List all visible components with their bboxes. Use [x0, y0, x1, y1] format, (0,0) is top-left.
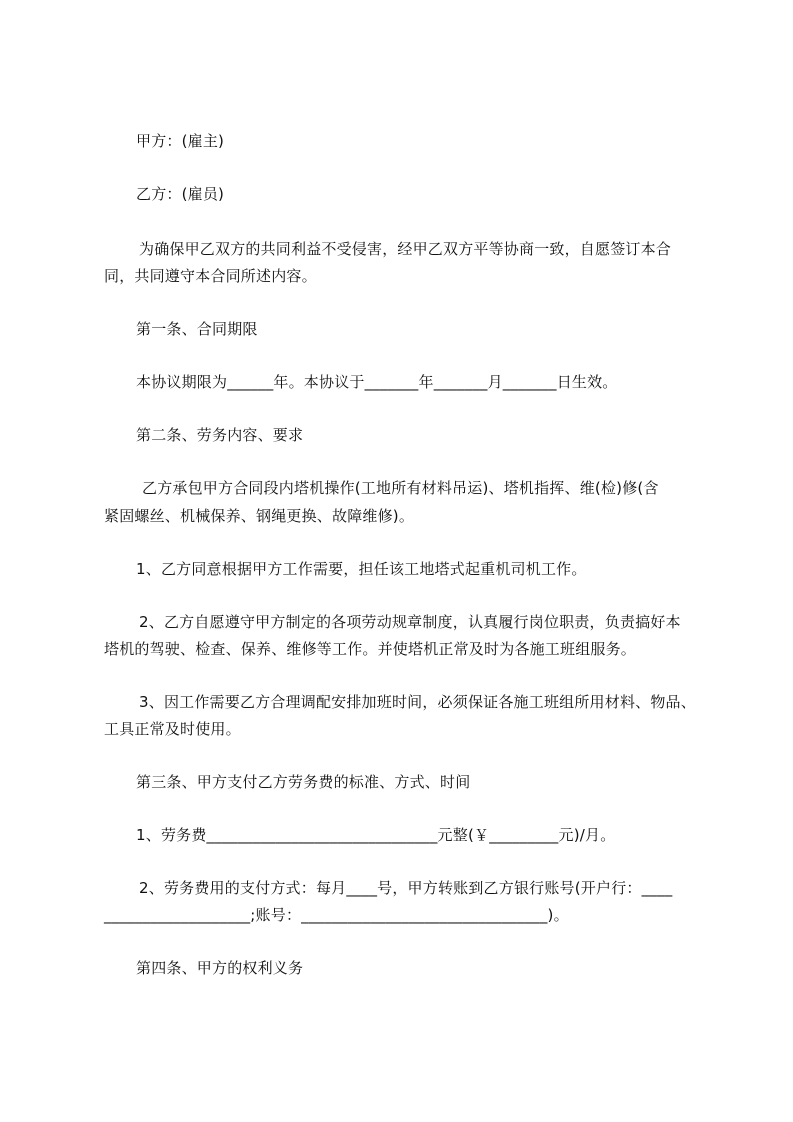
party-b-line: 乙方：(雇员) — [136, 185, 225, 203]
article3-title: 第三条、甲方支付乙方劳务费的标准、方式、时间 — [136, 773, 471, 791]
intro-line-1: 为确保甲乙双方的共同利益不受侵害，经甲乙双方平等协商一致，自愿签订本合 — [139, 240, 672, 258]
article2-item2-line-1: 2、乙方自愿遵守甲方制定的各项劳动规章制度，认真履行岗位职责，负责搞好本 — [139, 613, 681, 631]
article2-item3-line-1: 3、因工作需要乙方合理调配安排加班时间，必须保证各施工班组所用材料、物品、 — [139, 693, 696, 711]
party-a-line: 甲方：(雇主) — [136, 132, 225, 150]
article2-item3-line-2: 工具正常及时使用。 — [104, 720, 241, 738]
article2-desc-line-1: 乙方承包甲方合同段内塔机操作(工地所有材料吊运)、塔机指挥、维(检)修(含 — [142, 479, 659, 497]
article2-item1: 1、乙方同意根据甲方工作需要，担任该工地塔式起重机司机工作。 — [136, 560, 587, 578]
article2-title: 第二条、劳务内容、要求 — [136, 426, 304, 444]
article1-text: 本协议期限为______年。本协议于_______年_______月_______日生效。 — [136, 373, 618, 391]
article3-item2-line-1: 2、劳务费用的支付方式：每月____号，甲方转账到乙方银行账号(开户行：____ — [139, 879, 673, 897]
article2-desc-line-2: 紧固螺丝、机械保养、钢绳更换、故障维修)。 — [104, 507, 415, 525]
intro-line-2: 同，共同遵守本合同所述内容。 — [104, 267, 317, 285]
article1-title: 第一条、合同期限 — [136, 320, 258, 338]
article2-item2-line-2: 塔机的驾驶、检查、保养、维修等工作。并使塔机正常及时为各施工班组服务。 — [104, 640, 637, 658]
article4-title: 第四条、甲方的权利义务 — [136, 959, 304, 977]
article3-item2-line-2: ___________________;账号：________________________________)。 — [104, 906, 569, 924]
article3-item1: 1、劳务费______________________________元整(￥_________元)/月。 — [136, 826, 616, 844]
